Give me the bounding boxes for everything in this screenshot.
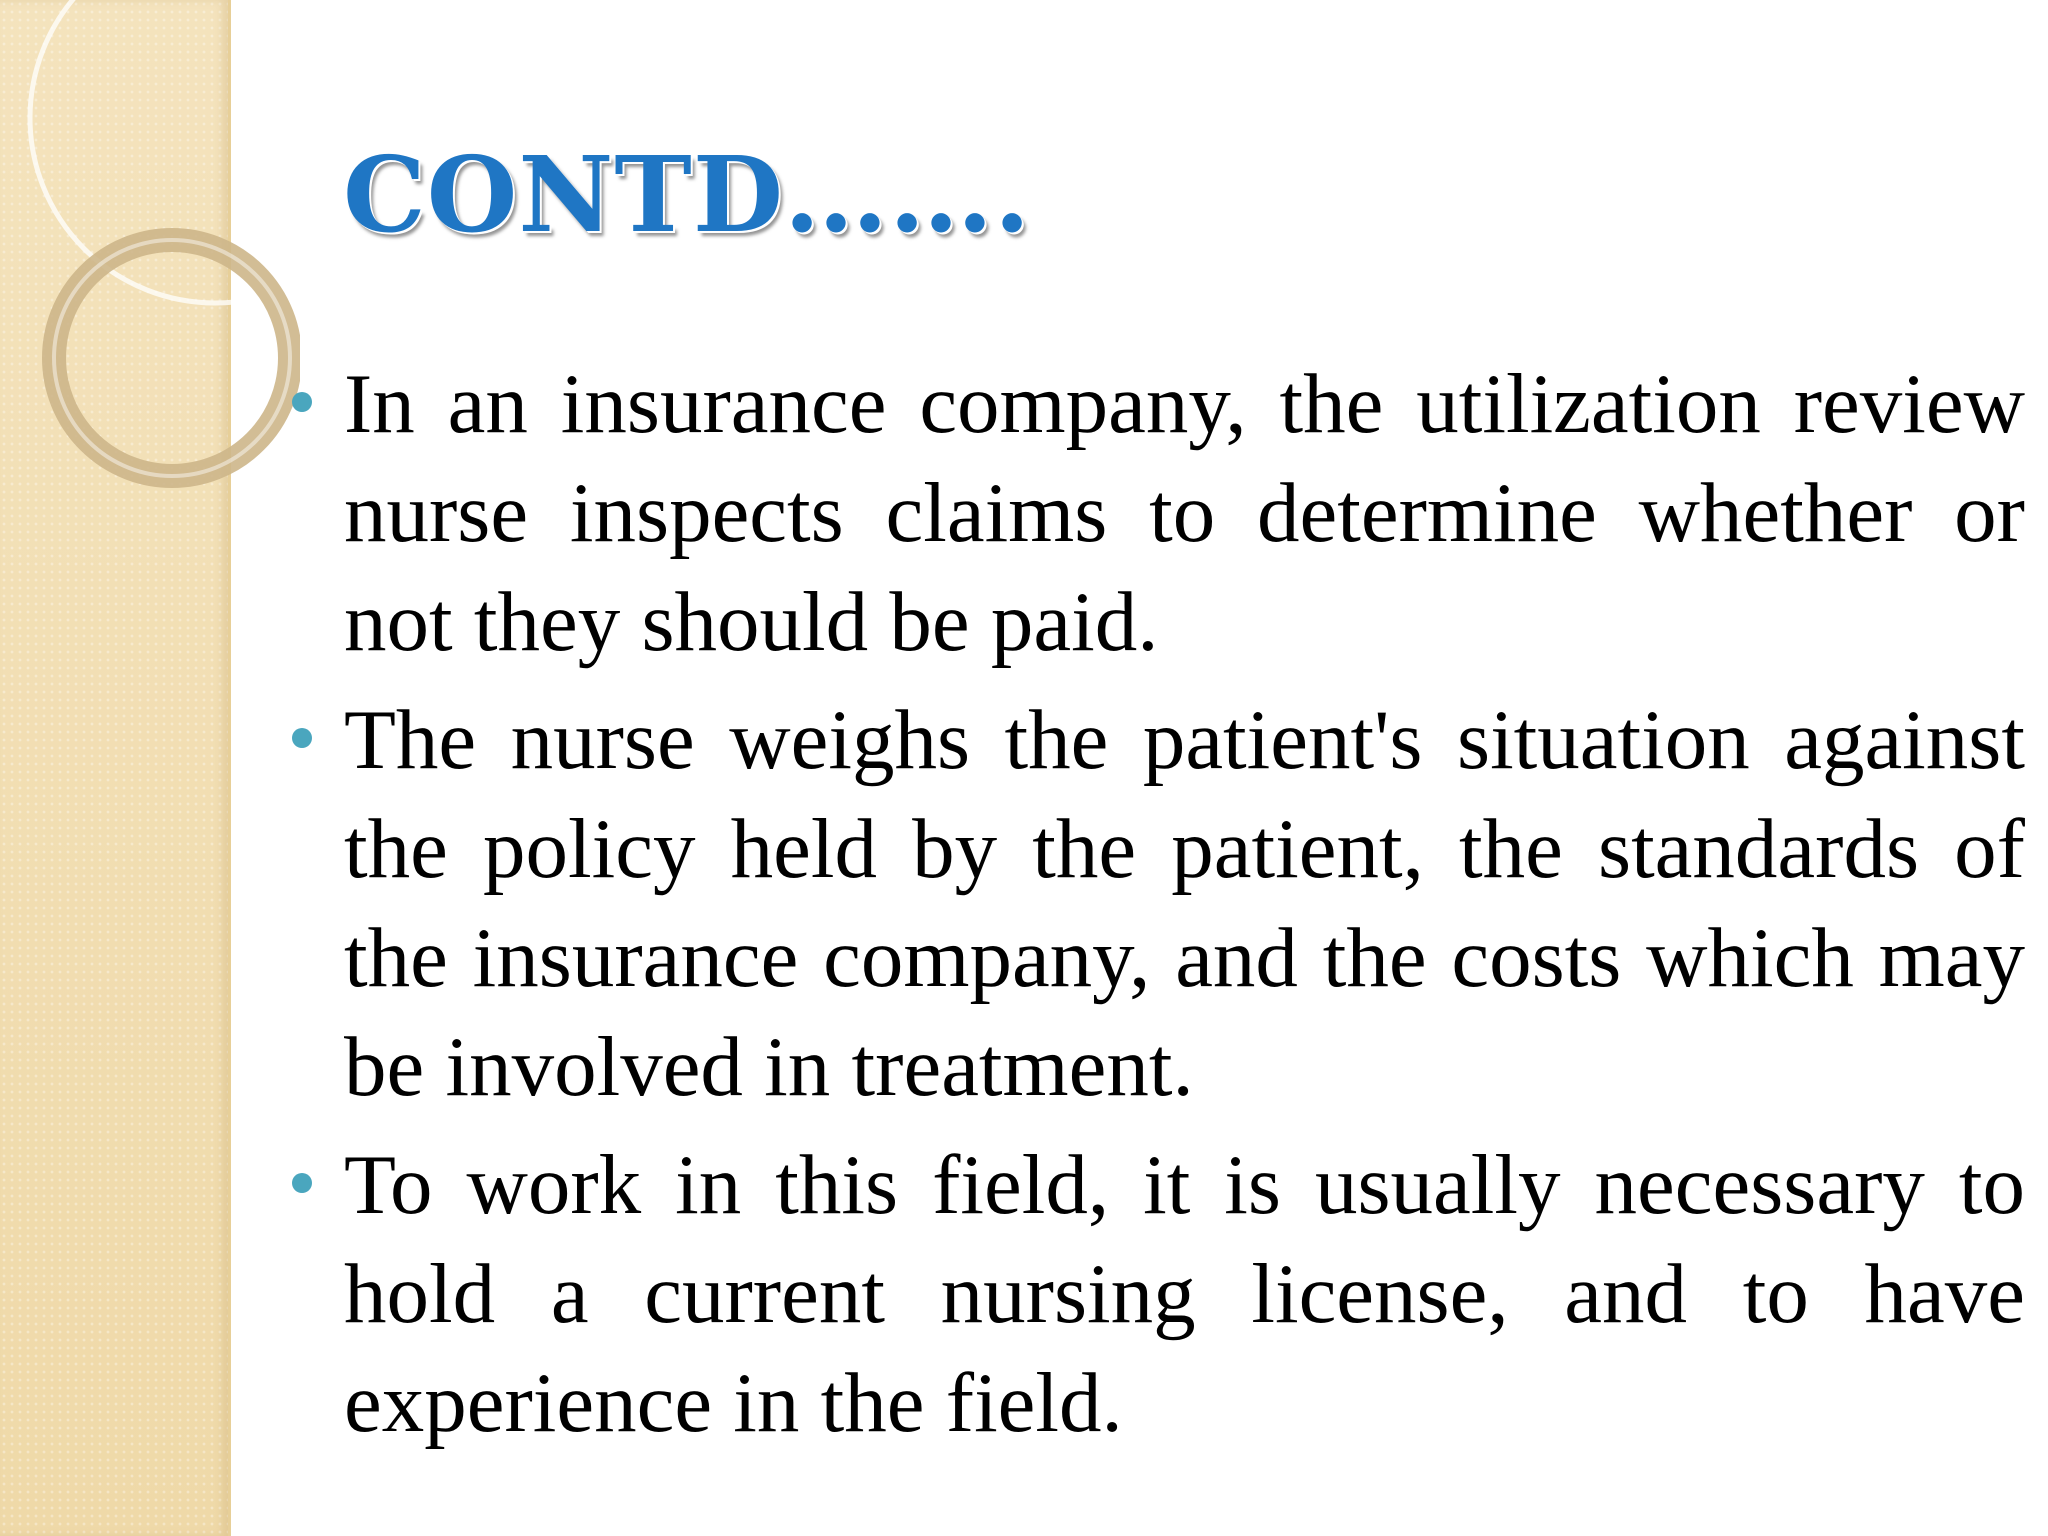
decorative-rings (0, 0, 300, 520)
bullet-item (280, 350, 2025, 677)
bullet-icon (292, 1173, 312, 1193)
bullet-item (280, 1131, 2025, 1458)
bullet-text: The nurse weighs the patient's situation against the policy held by the patient, the standards of the insurance company, and the costs which may be involved in treatment. (344, 693, 2025, 1114)
slide-title: CONTD……. (343, 133, 1032, 256)
bullet-list (280, 350, 2025, 1467)
bullet-text: To work in this field, it is usually necessary to hold a current nursing license, and to have experience in the field. (344, 1138, 2025, 1450)
bullet-icon (292, 728, 312, 748)
bullet-item (280, 686, 2025, 1122)
bullet-icon (292, 392, 312, 412)
bullet-text: In an insurance company, the utilization review nurse inspects claims to determine whether or not they should be paid. (344, 357, 2025, 669)
